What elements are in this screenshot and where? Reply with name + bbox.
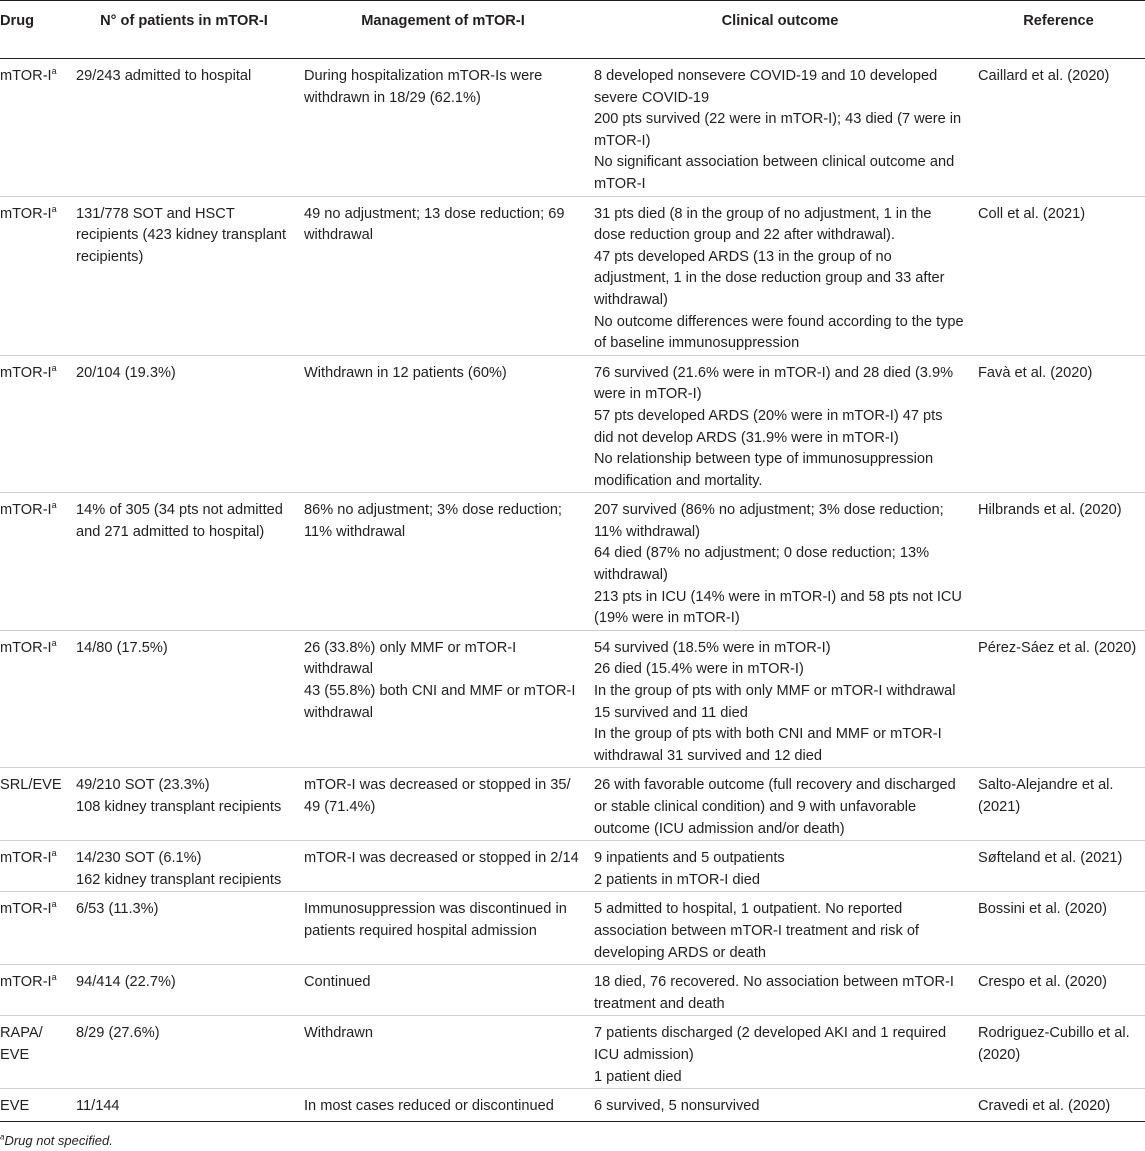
outcome-line: 207 survived (86% no adjustment; 3% dose reduction; 11% withdrawal) [594,502,944,540]
cell-outcome [588,841,972,892]
drug-footnote-marker: a [51,899,57,910]
outcome-line: In the group of pts with both CNI and MMF or mTOR-I withdrawal 31 survived and 12 died [594,726,942,764]
patients-line: 131/778 SOT and HSCT recipients (423 kidney transplant recipients) [76,205,287,265]
cell-drug [0,841,70,892]
table-row [0,768,1145,841]
drug-name: mTOR-I [0,364,52,381]
cell-reference: Pérez-Sáez et al. (2020) [972,630,1145,768]
table-body [0,59,1145,1122]
outcome-line: 57 pts developed ARDS (20% were in mTOR-I) 47 pts did not develop ARDS (31.9% were in mTOR-I) [594,407,943,446]
drug-name: mTOR-I [0,639,52,656]
outcome-line: 47 pts developed ARDS (13 in the group of no adjustment, 1 in the dose reduction group and 33 after withdrawal) [594,248,945,308]
drug-footnote-marker: a [51,203,57,214]
outcome-line: 200 pts survived (22 were in mTOR-I); 43 died (7 were in mTOR-I) [594,111,962,149]
table-row [0,630,1145,768]
patients-line: 14% of 305 (34 pts not admitted and 271 admitted to hospital) [76,502,283,540]
management-line: Continued [304,974,371,991]
drug-name: mTOR-I [0,68,52,84]
drug-name: mTOR-I [0,205,52,222]
cell-management [298,630,588,768]
management-line: Withdrawn [304,1025,373,1042]
drug-footnote-marker: a [51,500,57,511]
outcome-line: 7 patients discharged (2 developed AKI and 1 required ICU admission) [594,1025,947,1063]
cell-management [298,196,588,355]
drug-name: mTOR-I [0,502,52,519]
drug-footnote-marker: a [51,848,57,859]
cell-management [298,355,588,493]
cell-patients [70,355,298,493]
cell-drug [0,196,70,355]
cell-outcome [588,196,972,355]
outcome-line: 1 patient died [594,1068,682,1085]
cell-reference: Cravedi et al. (2020) [972,1089,1145,1122]
cell-drug [0,1016,70,1089]
outcome-line: 18 died, 76 recovered. No association between mTOR-I treatment and death [594,974,954,1012]
patients-line: 20/104 (19.3%) [76,364,176,381]
header-management: Management of mTOR-I [298,1,588,59]
header-outcome: Clinical outcome [588,1,972,59]
header-drug: Drug [0,1,70,59]
cell-patients [70,630,298,768]
cell-patients [70,196,298,355]
cell-reference: Caillard et al. (2020) [972,59,1145,197]
patients-line: 29/243 admitted to hospital [76,68,252,84]
table-row [0,841,1145,892]
header-row [0,1,1145,59]
cell-reference: Coll et al. (2021) [972,196,1145,355]
outcome-line: 64 died (87% no adjustment; 0 dose reduction; 13% withdrawal) [594,545,930,584]
drug-name: EVE [0,1098,30,1115]
cell-management [298,59,588,197]
management-line: mTOR-I was decreased or stopped in 35/ 49 (71.4%) [304,777,571,815]
patients-line: 14/230 SOT (6.1%) [76,850,202,867]
outcome-line: No outcome differences were found according to the type of baseline immunosuppression [594,313,964,352]
patients-line: 94/414 (22.7%) [76,974,176,991]
table-row [0,1089,1145,1122]
patients-line: 108 kidney transplant recipients [76,799,282,815]
table-row [0,1016,1145,1089]
cell-management [298,1089,588,1122]
cell-outcome [588,630,972,768]
cell-reference: Hilbrands et al. (2020) [972,493,1145,631]
header-reference: Reference [972,1,1145,59]
management-line: 49 no adjustment; 13 dose reduction; 69 withdrawal [304,205,565,244]
cell-outcome [588,1089,972,1122]
cell-management [298,892,588,965]
cell-drug [0,493,70,631]
table-row [0,59,1145,197]
cell-management [298,493,588,631]
cell-drug [0,59,70,197]
cell-drug [0,768,70,841]
management-line: Immunosuppression was discontinued in patients required hospital admission [304,901,567,939]
patients-line: 49/210 SOT (23.3%) [76,777,210,794]
cell-drug [0,355,70,493]
patients-line: 6/53 (11.3%) [76,901,159,918]
drug-name: mTOR-I [0,850,52,867]
table-row [0,965,1145,1016]
management-line: 26 (33.8%) only MMF or mTOR-I withdrawal [304,639,517,678]
cell-patients [70,768,298,841]
cell-outcome [588,59,972,197]
cell-management [298,768,588,841]
drug-name: mTOR-I [0,974,52,991]
outcome-line: 2 patients in mTOR-I died [594,871,761,888]
outcome-line: 26 died (15.4% were in mTOR-I) [594,661,804,678]
outcome-line: No relationship between type of immunosuppression modification and mortality. [594,451,934,489]
cell-patients [70,841,298,892]
outcome-line: 76 survived (21.6% were in mTOR-I) and 28 died (3.9% were in mTOR-I) [594,364,954,403]
cell-outcome [588,355,972,493]
management-line: mTOR-I was decreased or stopped in 2/14 [304,850,579,867]
drug-name: RAPA/ EVE [0,1025,43,1063]
patients-line: 8/29 (27.6%) [76,1025,160,1042]
cell-reference: Bossini et al. (2020) [972,892,1145,965]
outcome-line: 54 survived (18.5% were in mTOR-I) [594,639,831,656]
table-row [0,196,1145,355]
table-row [0,493,1145,631]
management-line: In most cases reduced or discontinued [304,1098,554,1115]
patients-line: 11/144 [76,1098,120,1115]
outcome-line: No significant association between clinical outcome and mTOR-I [594,154,955,192]
drug-name: SRL/EVE [0,777,62,794]
management-line: Withdrawn in 12 patients (60%) [304,364,507,381]
cell-patients [70,892,298,965]
cell-management [298,1016,588,1089]
outcome-line: 9 inpatients and 5 outpatients [594,850,785,867]
table-row [0,892,1145,965]
outcome-line: 8 developed nonsevere COVID-19 and 10 developed severe COVID-19 [594,68,938,106]
patients-line: 162 kidney transplant recipients [76,871,282,888]
cell-reference: Favà et al. (2020) [972,355,1145,493]
outcome-line: In the group of pts with only MMF or mTOR-I withdrawal 15 survived and 11 died [594,683,956,721]
outcome-line: 213 pts in ICU (14% were in mTOR-I) and 58 pts not ICU (19% were in mTOR-I) [594,588,962,627]
management-line: 86% no adjustment; 3% dose reduction; 11% withdrawal [304,502,562,540]
cell-reference: Søfteland et al. (2021) [972,841,1145,892]
cell-outcome [588,768,972,841]
cell-outcome [588,965,972,1016]
cell-reference: Salto-Alejandre et al. (2021) [972,768,1145,841]
cell-patients [70,965,298,1016]
drug-name: mTOR-I [0,901,52,918]
outcome-line: 26 with favorable outcome (full recovery and discharged or stable clinical condition) and 9 with unfavorable outcome (ICU admission and/or death) [594,777,956,837]
cell-drug [0,630,70,768]
header-patients: N° of patients in mTOR-I [70,1,298,59]
cell-drug [0,965,70,1016]
cell-patients [70,59,298,197]
outcome-line: 31 pts died (8 in the group of no adjustment, 1 in the dose reduction group and 22 after withdrawal). [594,205,932,244]
outcome-line: 6 survived, 5 nonsurvived [594,1098,760,1115]
cell-reference: Crespo et al. (2020) [972,965,1145,1016]
cell-outcome [588,1016,972,1089]
drug-footnote-marker: a [51,972,57,983]
cell-management [298,965,588,1016]
cell-patients [70,493,298,631]
footnote [0,1130,1145,1151]
management-line: 43 (55.8%) both CNI and MMF or mTOR-I withdrawal [304,683,576,721]
table-header [0,1,1145,59]
cell-patients [70,1016,298,1089]
patients-line: 14/80 (17.5%) [76,639,168,656]
drug-footnote-marker: a [51,362,57,373]
cell-management [298,841,588,892]
cell-outcome [588,892,972,965]
cell-outcome [588,493,972,631]
cell-drug [0,1089,70,1122]
cell-patients [70,1089,298,1122]
footnote-marker: a [0,1132,5,1142]
footnote-text: Drug not specified. [4,1132,113,1148]
cell-reference: Rodriguez-Cubillo et al. (2020) [972,1016,1145,1089]
management-line: During hospitalization mTOR-Is were withdrawn in 18/29 (62.1%) [304,68,543,106]
table-row [0,355,1145,493]
drug-footnote-marker: a [51,637,57,648]
cell-drug [0,892,70,965]
outcome-line: 5 admitted to hospital, 1 outpatient. No reported association between mTOR-I treatment and risk of developing ARDS or death [594,901,919,961]
drug-footnote-marker: a [51,66,57,77]
